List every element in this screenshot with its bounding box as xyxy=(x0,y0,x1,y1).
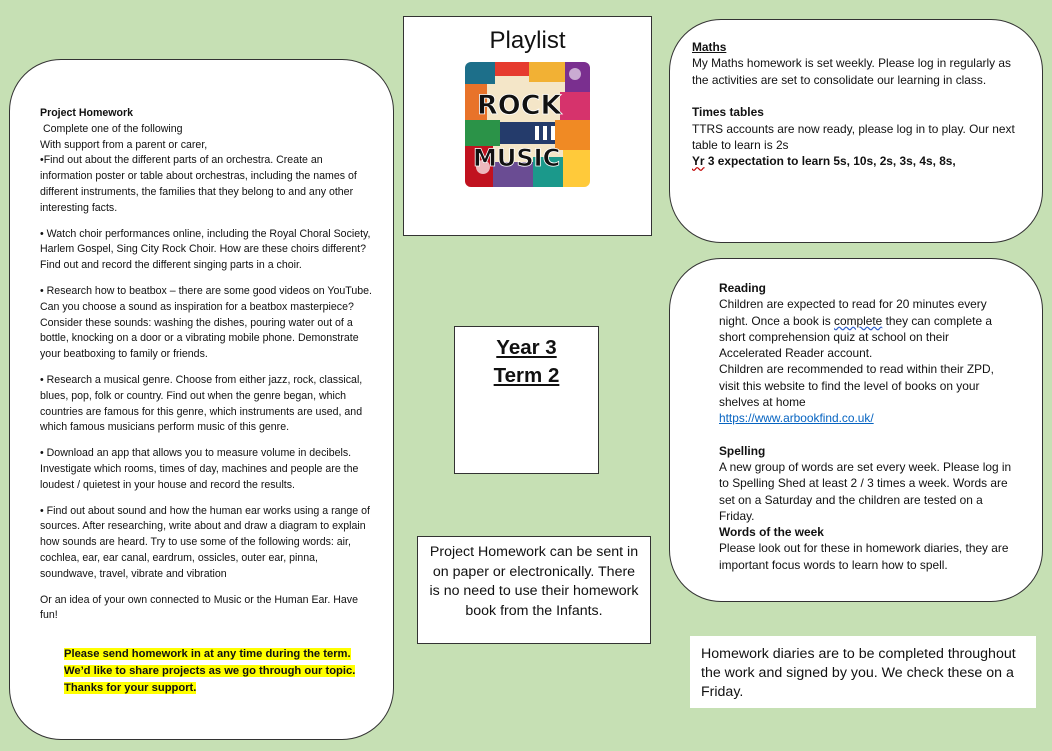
times-tables-heading: Times tables xyxy=(692,105,764,120)
artwork-music-text: MUSIC xyxy=(473,144,561,172)
reading-heading: Reading xyxy=(719,281,766,295)
year-label: Year 3 xyxy=(496,336,557,359)
project-intro-2: With support from a parent or carer, xyxy=(40,138,208,151)
reading-text-b: they can complete a short comprehension quiz at school on their Accelerated Reader account. xyxy=(719,313,992,361)
project-item-beatbox: • Research how to beatbox – there are some good videos on YouTube. Can you choose a sound as inspiration for a beatbox masterpiece? Consider these sounds: washing the dishes, pouring water out of a bottle, knocking on a door or a vibrating mobile phone. Demonstrate your beatboxing to family or friends. xyxy=(40,284,372,361)
playlist-panel xyxy=(403,16,652,236)
expectation-text: 3 expectation to learn 5s, 10s, 2s, 3s, 4s, 8s, xyxy=(704,154,956,169)
project-item-choir: • Watch choir performances online, including the Royal Choral Society, Harlem Gospel, Sing City Rock Choir. How are these choirs different? Find out and record the different singing parts in a choir. xyxy=(40,227,371,272)
project-homework-panel xyxy=(9,59,394,740)
project-item-ear: • Find out about sound and how the human ear works using a range of sources. After researching, write about and draw a diagram to explain how sounds are heard. Try to use some of the following words: air, cochlea, ear, ear canal, eardrum, ossicles, outer ear, pinna, soundwave, travel, vibrate and vibration xyxy=(40,504,370,580)
project-notice xyxy=(40,646,377,697)
rock-music-artwork xyxy=(465,62,590,187)
homework-sent-note: Project Homework can be sent in on paper or electronically. There is no need to use their homework book from the Infants. xyxy=(417,536,651,644)
arbookfind-link[interactable]: https://www.arbookfind.co.uk/ xyxy=(719,411,874,426)
maths-panel xyxy=(669,19,1043,243)
maths-text: My Maths homework is set weekly. Please log in regularly as the activities are set to consolidate our learning in class. xyxy=(692,56,1011,87)
notice-line-3: Thanks for your support. xyxy=(64,682,197,695)
times-tables-expectation xyxy=(692,153,1022,169)
words-of-week-heading: Words of the week xyxy=(719,525,824,540)
words-of-week-text: Please look out for these in homework diaries, they are important focus words to learn how to spell. xyxy=(719,541,1009,572)
reading-text xyxy=(719,296,1012,361)
maths-heading: Maths xyxy=(692,40,727,54)
artwork-rock-text: ROCK xyxy=(477,90,562,121)
project-item-genre: • Research a musical genre. Choose from either jazz, rock, classical, blues, pop, folk or country. Find out when the genre began, which countries are famous for this genre, which instruments are used, and which famous musicians perform music of this genre. xyxy=(40,373,363,434)
reading-text-a: Children are expected to read for 20 minutes every night. Once a book is xyxy=(719,297,987,328)
project-heading: Project Homework xyxy=(40,107,134,119)
reading-zpd-text: Children are recommended to read within their ZPD, visit this website to find the level of books on your shelves at home xyxy=(719,362,994,410)
homework-diaries-note: Homework diaries are to be completed throughout the work and signed by you. We check these on a Friday. xyxy=(690,636,1036,708)
expectation-prefix: Yr xyxy=(692,154,705,169)
term-label: Term 2 xyxy=(493,364,560,387)
project-item-decibels: • Download an app that allows you to measure volume in decibels. Investigate which rooms, times of day, machines and people are the loudest / quietest in your house and record the results. xyxy=(40,447,359,491)
year-term-panel xyxy=(454,326,599,474)
spelling-heading: Spelling xyxy=(719,443,766,458)
notice-line-1: Please send homework in at any time during the term. xyxy=(64,648,351,661)
project-item-own-idea: Or an idea of your own connected to Music or the Human Ear. Have fun! xyxy=(40,593,358,622)
reading-panel xyxy=(669,258,1043,602)
playlist-title: Playlist xyxy=(489,27,566,54)
project-item-orchestra: •Find out about the different parts of an orchestra. Create an information poster or table about orchestras, including the names of different instruments, the families that they belong to and any other interesting facts. xyxy=(40,154,357,214)
spelling-text: A new group of words are set every week. Please log in to Spelling Shed at least 2 / 3 times a week. Words are set on a Saturday and the children are tested on a Friday. xyxy=(719,459,1012,523)
project-intro-1: Complete one of the following xyxy=(42,122,183,135)
artwork-icon xyxy=(465,62,590,187)
notice-line-2: We’d like to share projects as we go through our topic. xyxy=(64,665,356,678)
reading-text-word: complete xyxy=(834,313,883,328)
times-tables-text: TTRS accounts are now ready, please log in to play. Our next table to learn is 2s xyxy=(692,121,1015,153)
